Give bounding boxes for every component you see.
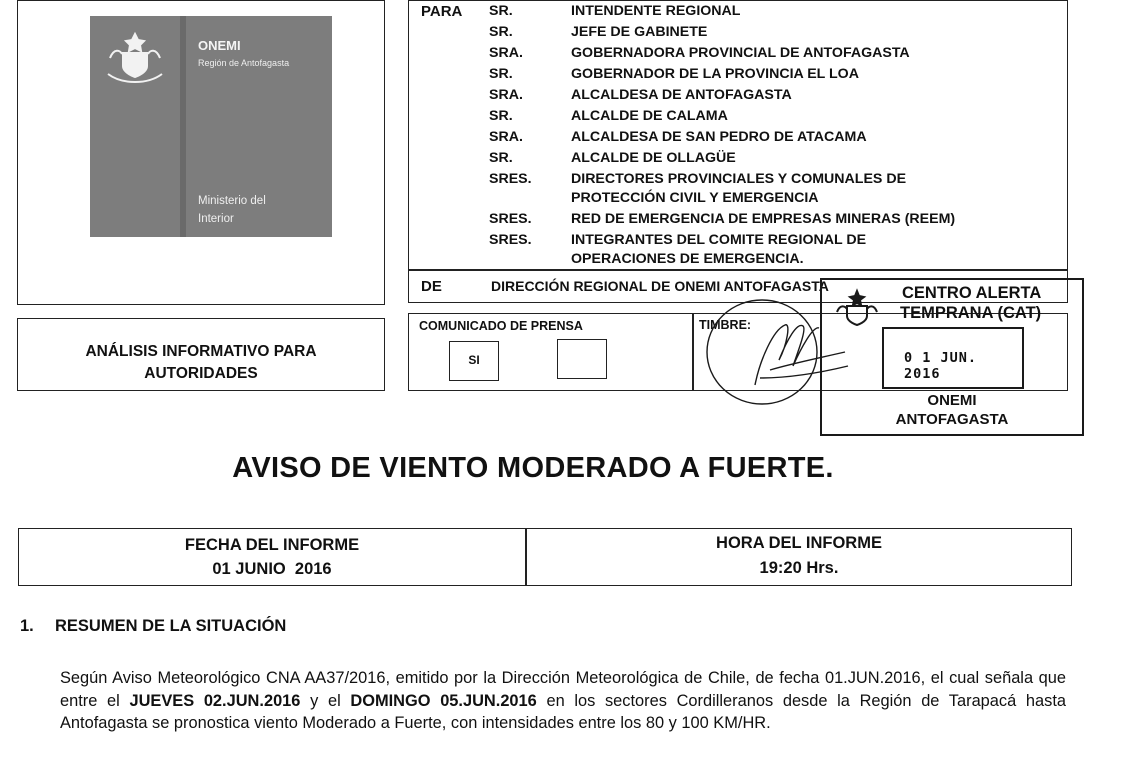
press-release-no-checkbox[interactable] [557, 339, 607, 379]
recipient-name: GOBERNADORA PROVINCIAL DE ANTOFAGASTA [571, 45, 910, 61]
stamp-date-box [882, 327, 1024, 389]
report-datetime-table [18, 528, 1072, 586]
recipient-title: SRES. [489, 232, 532, 248]
section-number: 1. [20, 617, 34, 635]
timbre-label: TIMBRE: [699, 318, 752, 332]
reception-stamp [820, 278, 1084, 436]
recipient-row [489, 232, 867, 253]
recipient-title: SR. [489, 108, 513, 124]
report-time-label: HORA DEL INFORME [716, 534, 882, 552]
recipient-name: DIRECTORES PROVINCIALES Y COMUNALES DE [571, 171, 907, 187]
recipient-name: RED DE EMERGENCIA DE EMPRESAS MINERAS (REEM) [571, 211, 956, 227]
recipient-row [489, 45, 910, 66]
logo-ministry [198, 192, 266, 228]
press-release-label: COMUNICADO DE PRENSA [419, 319, 583, 333]
stamp-line2: TEMPRANA (CAT) [900, 304, 1042, 322]
report-time-value: 19:20 Hrs. [759, 559, 839, 577]
analysis-line1: ANÁLISIS INFORMATIVO PARA [85, 343, 317, 360]
logo-ministry-line2: Interior [198, 213, 234, 225]
section-title: RESUMEN DE LA SITUACIÓN [55, 617, 287, 635]
recipient-name: INTEGRANTES DEL COMITE REGIONAL DE [571, 232, 867, 248]
recipient-name: ALCALDE DE CALAMA [571, 108, 728, 124]
de-label: DE [421, 278, 442, 295]
para-label: PARA [421, 3, 463, 20]
recipient-row [489, 87, 792, 108]
report-time-cell [527, 529, 1071, 585]
press-release-yes-checkbox[interactable]: SI [449, 341, 499, 381]
recipient-name: JEFE DE GABINETE [571, 24, 708, 40]
coat-of-arms-icon [100, 28, 170, 86]
recipient-name: GOBERNADOR DE LA PROVINCIA EL LOA [571, 66, 859, 82]
stamp-date: 0 1 JUN. 2016 [904, 350, 978, 382]
recipient-title: SR. [489, 24, 513, 40]
recipient-row [489, 211, 956, 232]
stamp-line3: ONEMI [927, 392, 977, 409]
recipient-title: SRA. [489, 87, 523, 103]
report-date-value: 01 JUNIO 2016 [212, 560, 332, 578]
situation-summary-paragraph [60, 667, 1066, 735]
logo-stripe [180, 16, 186, 237]
sender-name: DIRECCIÓN REGIONAL DE ONEMI ANTOFAGASTA [491, 278, 829, 294]
analysis-type-box [17, 318, 385, 391]
recipient-title: SRES. [489, 211, 532, 227]
logo-ministry-line1: Ministerio del [198, 195, 266, 207]
recipient-title: SRES. [489, 171, 532, 187]
recipient-row [489, 108, 728, 129]
recipient-row [489, 129, 867, 150]
report-date-label: FECHA DEL INFORME [184, 536, 360, 554]
recipient-row [489, 251, 804, 272]
body-text-2: y el [300, 691, 351, 710]
logo-frame [17, 0, 385, 305]
recipient-row [489, 171, 907, 192]
body-date-end: DOMINGO 05.JUN.2016 [350, 691, 537, 710]
recipient-row [489, 190, 819, 211]
stamp-line4: ANTOFAGASTA [895, 411, 1009, 428]
recipient-name: ALCALDE DE OLLAGÜE [571, 150, 736, 166]
recipient-title: SR. [489, 150, 513, 166]
recipient-title: SR. [489, 66, 513, 82]
section-heading [20, 617, 286, 636]
recipient-row [489, 150, 736, 171]
recipient-title: SRA. [489, 45, 523, 61]
recipient-title: SRA. [489, 129, 523, 145]
press-release-box [408, 313, 693, 391]
body-text-3: en los sectores Cordilleranos desde la Región de Tarapacá hasta Antofagasta se pronostica viento Moderado a Fuerte, con intensidades entre los 80 y 100 KM/HR. [60, 691, 1066, 732]
recipient-name: OPERACIONES DE EMERGENCIA. [571, 251, 804, 267]
stamp-line1: CENTRO ALERTA [902, 284, 1042, 302]
logo-region: Región de Antofagasta [198, 58, 290, 68]
recipient-name: ALCALDESA DE SAN PEDRO DE ATACAMA [571, 129, 867, 145]
recipient-row [489, 66, 859, 87]
logo-org: ONEMI [198, 38, 241, 53]
recipient-row [489, 24, 708, 45]
body-date-start: JUEVES 02.JUN.2016 [129, 691, 301, 710]
recipient-title: SR. [489, 3, 513, 19]
recipients-box [408, 0, 1068, 270]
recipient-name: PROTECCIÓN CIVIL Y EMERGENCIA [571, 190, 819, 206]
recipient-name: INTENDENTE REGIONAL [571, 3, 741, 19]
document-title: AVISO DE VIENTO MODERADO A FUERTE. [232, 452, 834, 484]
analysis-line2: AUTORIDADES [144, 365, 258, 382]
recipient-name: ALCALDESA DE ANTOFAGASTA [571, 87, 792, 103]
report-date-cell [19, 529, 525, 585]
stamp-seal-icon [832, 288, 882, 330]
onemi-logo [90, 16, 332, 237]
recipient-row [489, 3, 741, 24]
body-text-1: Según Aviso Meteorológico CNA AA37/2016, emitido por la Dirección Meteorológica de Chile, de fecha 01.JUN.2016, el cual señala que entre el [60, 669, 1066, 710]
